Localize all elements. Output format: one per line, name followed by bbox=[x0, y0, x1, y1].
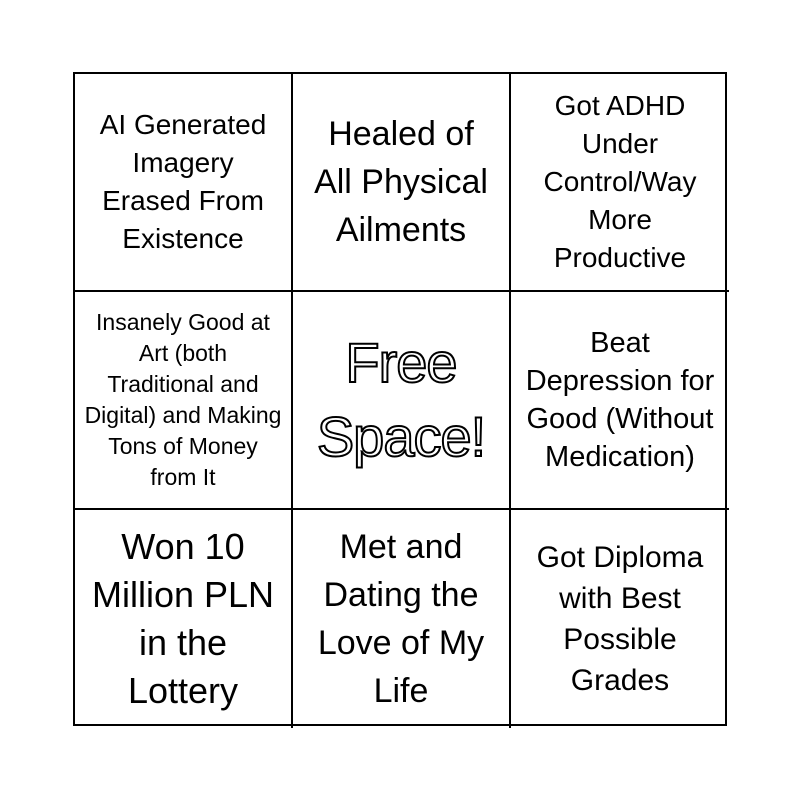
bingo-cell-7[interactable] bbox=[75, 510, 293, 728]
bingo-cell-1[interactable] bbox=[75, 74, 293, 292]
bingo-cell-6[interactable] bbox=[511, 292, 729, 510]
bingo-cell-3-text: Got ADHD Under Control/Way More Productive bbox=[543, 90, 697, 273]
bingo-cell-2[interactable] bbox=[293, 74, 511, 292]
bingo-cell-2-text: Healed of All Physical Ailments bbox=[314, 115, 488, 249]
bingo-board bbox=[73, 72, 727, 726]
free-space-cell[interactable] bbox=[293, 292, 511, 510]
bingo-cell-4-text: Insanely Good at Art (both Traditional and Digital) and Making Tons of Money from It bbox=[84, 309, 282, 490]
bingo-cell-8[interactable] bbox=[293, 510, 511, 728]
bingo-cell-4[interactable] bbox=[75, 292, 293, 510]
bingo-cell-6-text: Beat Depression for Good (Without Medication) bbox=[525, 327, 715, 473]
bingo-cell-9[interactable] bbox=[511, 510, 729, 728]
bingo-cell-8-text: Met and Dating the Love of My Life bbox=[317, 528, 485, 710]
bingo-cell-1-text: AI Generated Imagery Erased From Existence bbox=[99, 109, 267, 254]
bingo-cell-3[interactable] bbox=[511, 74, 729, 292]
bingo-cell-7-text: Won 10 Million PLN in the Lottery bbox=[91, 526, 275, 711]
free-space-label: Free Space! bbox=[316, 331, 486, 468]
bingo-cell-9-text: Got Diploma with Best Possible Grades bbox=[536, 541, 704, 697]
